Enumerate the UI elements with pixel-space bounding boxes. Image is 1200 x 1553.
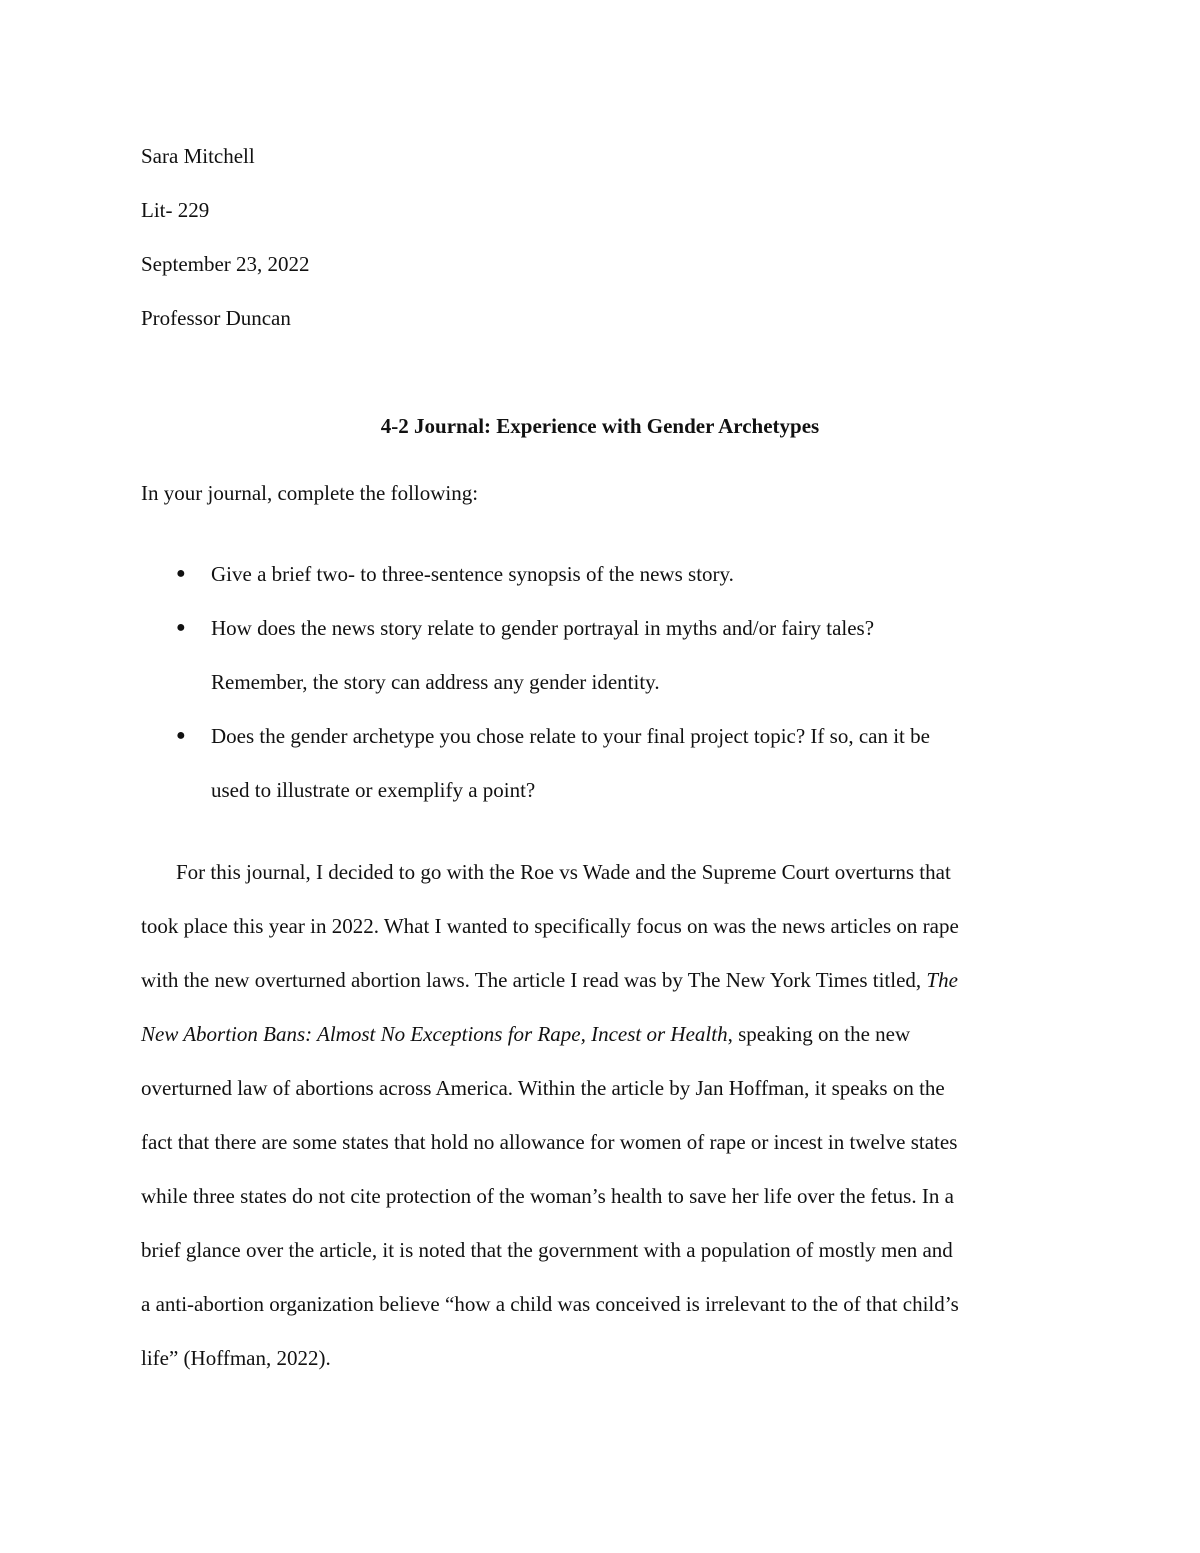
document-title: 4-2 Journal: Experience with Gender Archetypes (380, 414, 820, 438)
article-title-italic: New Abortion Bans: Almost No Exceptions for Rape, Incest or Health (141, 1022, 728, 1046)
intro-text: In your journal, complete the following: (141, 481, 479, 505)
bullet-item-continuation: Remember, the story can address any gender identity. (211, 670, 660, 694)
professor-name: Professor Duncan (141, 306, 291, 330)
paragraph-line: took place this year in 2022. What I wanted to specifically focus on was the news articles on rape (141, 914, 959, 938)
bullet-item: How does the news story relate to gender portrayal in myths and/or fairy tales? (211, 616, 875, 640)
bullet-item: Give a brief two- to three-sentence synopsis of the news story. (211, 562, 734, 586)
paragraph-line: a anti-abortion organization believe “how a child was conceived is irrelevant to the of that child’s (141, 1292, 959, 1316)
course-code: Lit- 229 (141, 198, 210, 222)
bullet-icon: ● (176, 727, 186, 744)
paragraph-line (141, 1020, 910, 1048)
bullet-item: Does the gender archetype you chose relate to your final project topic? If so, can it be (211, 724, 930, 748)
paragraph-line: For this journal, I decided to go with the Roe vs Wade and the Supreme Court overturns that (176, 860, 951, 884)
paragraph-line: life” (Hoffman, 2022). (141, 1346, 331, 1370)
paragraph-line (141, 966, 958, 994)
paragraph-line: while three states do not cite protection of the woman’s health to save her life over the fetus. In a (141, 1184, 954, 1208)
paragraph-line: fact that there are some states that hold no allowance for women of rape or incest in twelve states (141, 1130, 958, 1154)
bullet-item-continuation: used to illustrate or exemplify a point? (211, 778, 536, 802)
paragraph-text: , speaking on the new (727, 1022, 911, 1046)
article-title-italic: The (926, 968, 958, 992)
paragraph-text: with the new overturned abortion laws. The article I read was by The New York Times titled, (141, 968, 927, 992)
bullet-icon: ● (176, 619, 186, 636)
paragraph-line: brief glance over the article, it is noted that the government with a population of mostly men and (141, 1238, 953, 1262)
document-date: September 23, 2022 (141, 252, 310, 276)
author-name: Sara Mitchell (141, 144, 255, 168)
bullet-icon: ● (176, 565, 186, 582)
paragraph-line: overturned law of abortions across America. Within the article by Jan Hoffman, it speaks on the (141, 1076, 945, 1100)
